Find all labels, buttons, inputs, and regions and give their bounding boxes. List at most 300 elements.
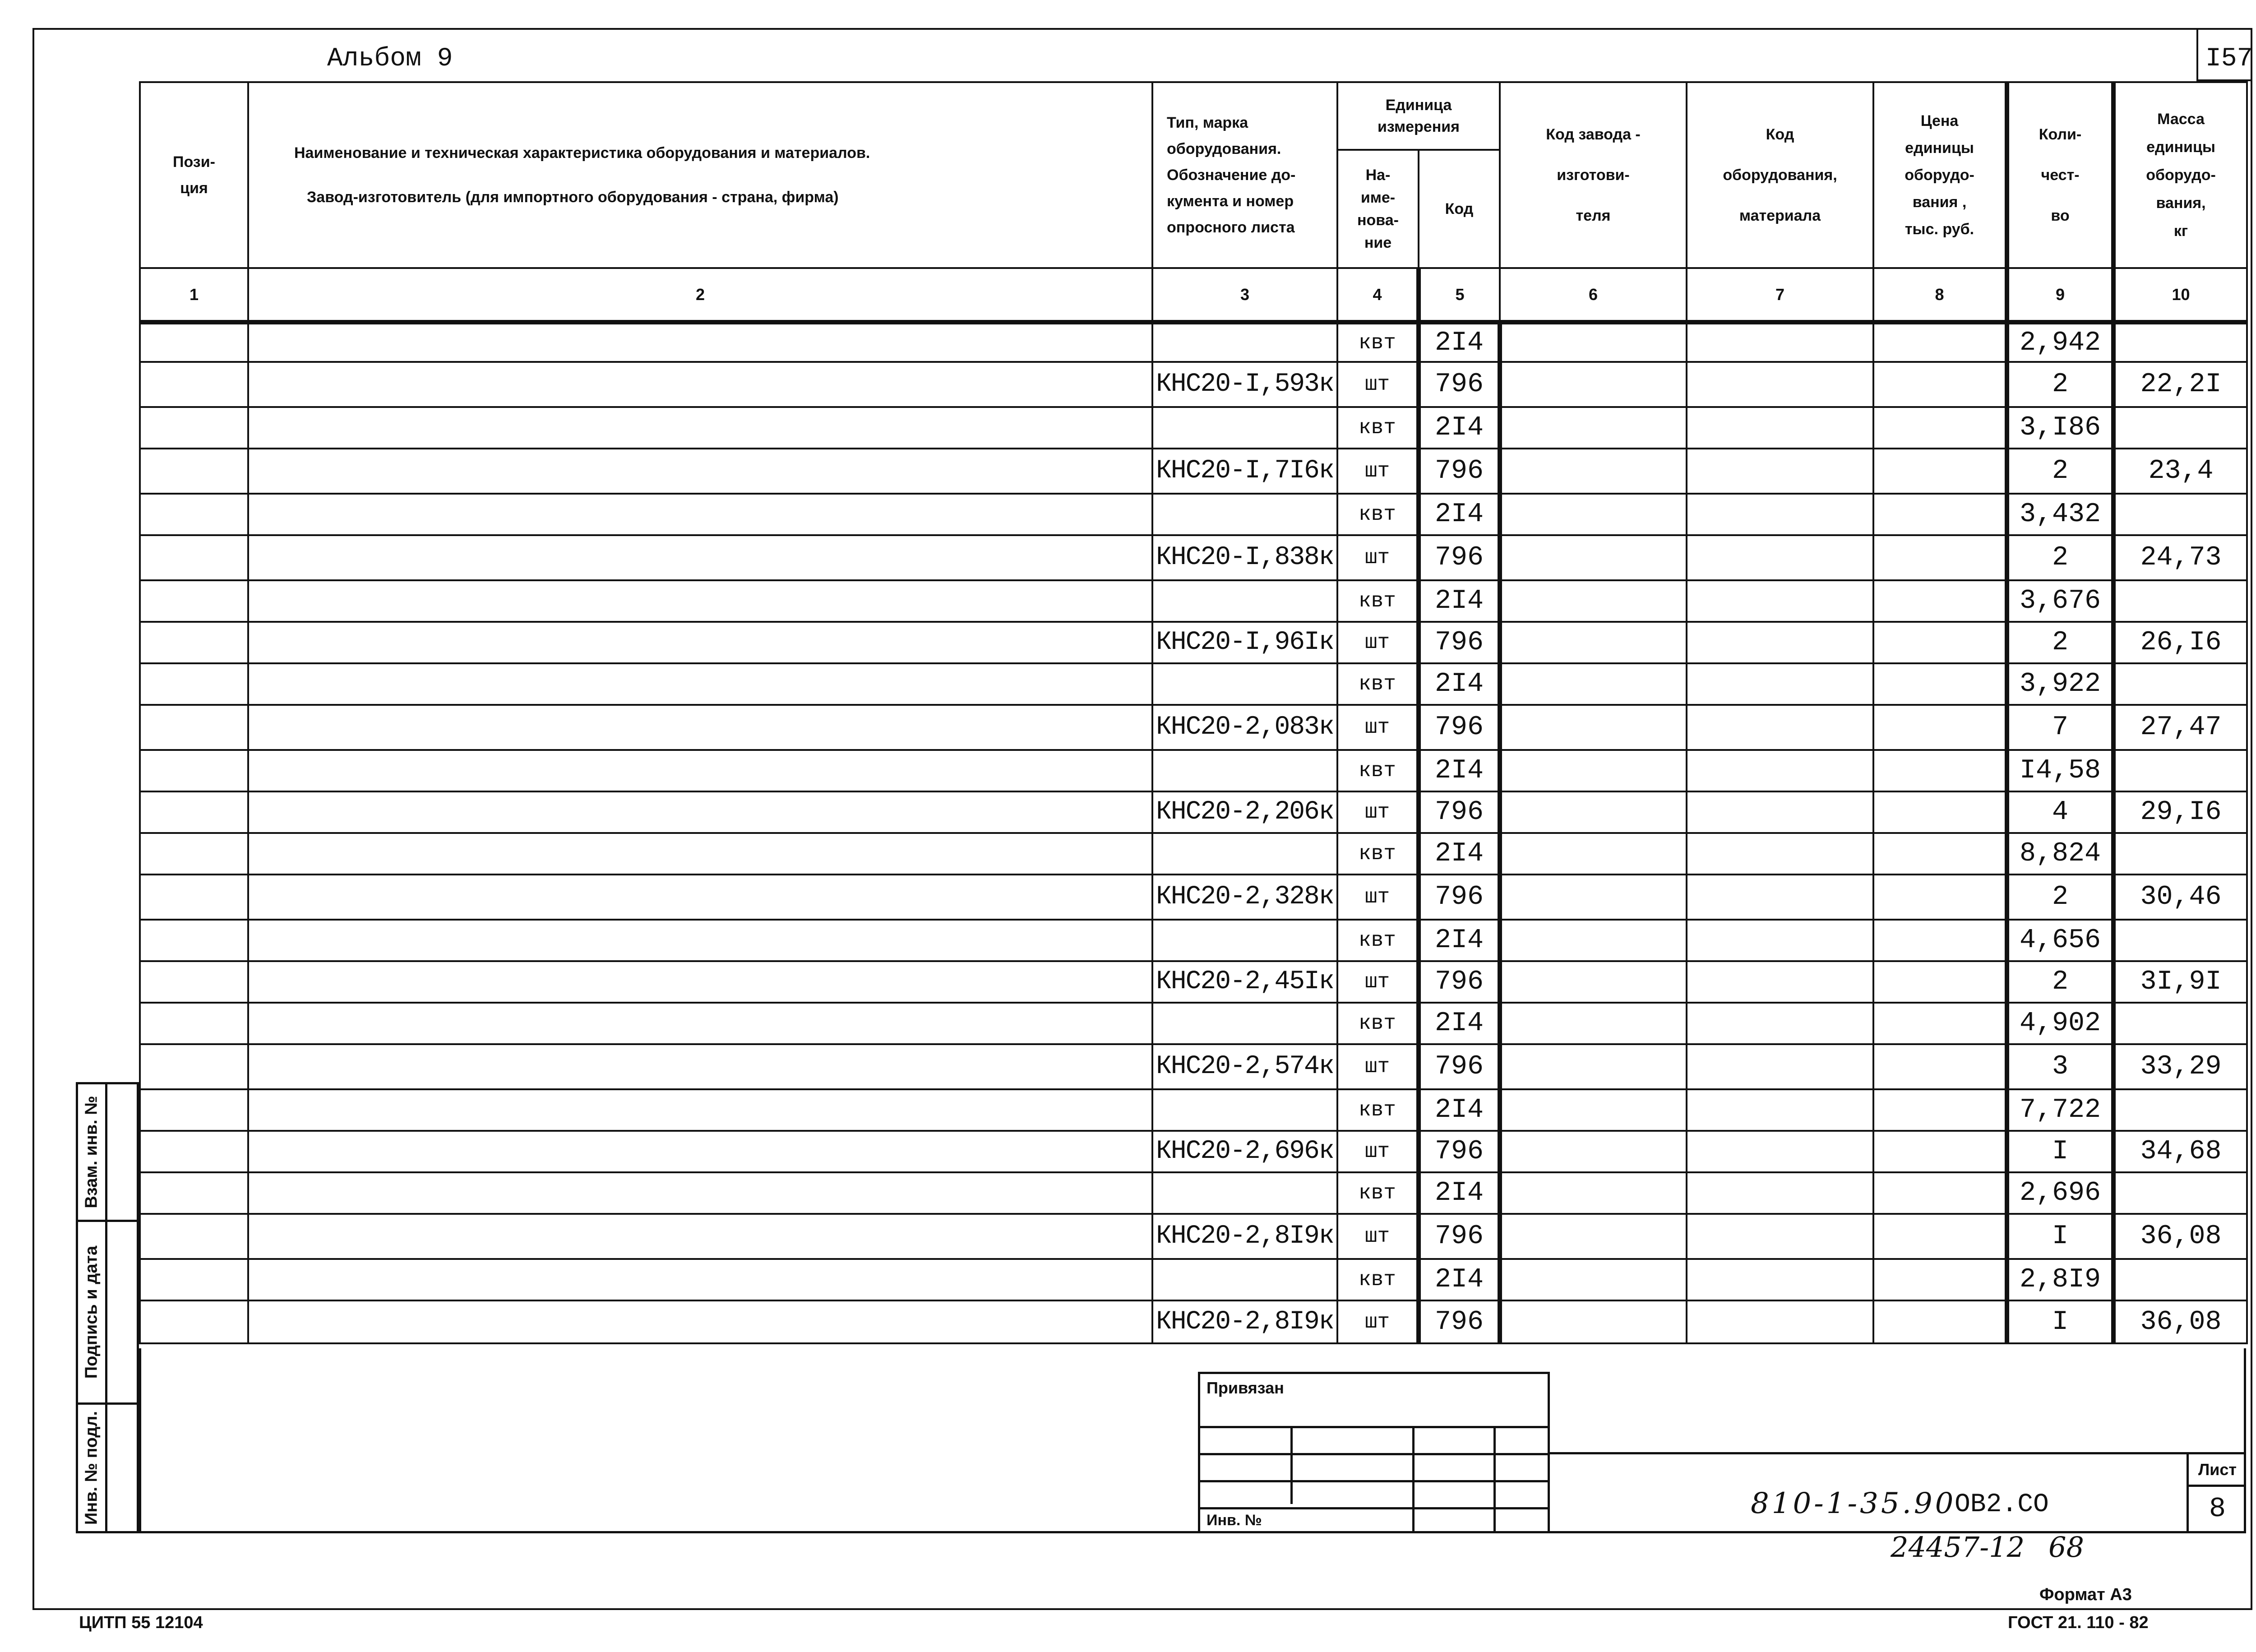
name-cell (248, 1003, 1152, 1044)
price-cell (1873, 407, 2007, 449)
mass-cell (2113, 833, 2247, 875)
col-num-9: 9 (2007, 268, 2113, 322)
mass-cell (2113, 322, 2247, 362)
position-cell (140, 535, 248, 580)
mass-cell (2113, 663, 2247, 705)
quantity-cell: 2,696 (2007, 1172, 2113, 1214)
factory-code-cell (1500, 1214, 1687, 1259)
quantity-cell: 8,824 (2007, 833, 2113, 875)
quantity-cell: I (2007, 1131, 2113, 1172)
col-num-10: 10 (2113, 268, 2247, 322)
table-row (140, 449, 2247, 494)
col-header-unit-price: Цена единицы оборудо- вания , тыс. руб. (1873, 82, 2007, 268)
price-cell (1873, 833, 2007, 875)
equipment-code-cell (1687, 1003, 1873, 1044)
mass-cell: 24,73 (2113, 535, 2247, 580)
mass-cell: 27,47 (2113, 705, 2247, 750)
price-cell (1873, 1089, 2007, 1131)
mass-cell (2113, 1089, 2247, 1131)
unit-code-cell: 796 (1419, 1300, 1500, 1343)
unit-code-cell: 2I4 (1419, 1089, 1500, 1131)
type-cell: КНС20-I,96Iк (1152, 622, 1337, 663)
unit-code-cell: 2I4 (1419, 1003, 1500, 1044)
col-num-4: 4 (1337, 268, 1419, 322)
equipment-code-cell (1687, 705, 1873, 750)
quantity-cell: I (2007, 1214, 2113, 1259)
name-cell (248, 449, 1152, 494)
name-cell (248, 1172, 1152, 1214)
sheet-number: 8 (2209, 1493, 2226, 1525)
type-cell: КНС20-2,45Iк (1152, 961, 1337, 1003)
table-row (140, 791, 2247, 833)
unit-name-cell: квт (1337, 1172, 1419, 1214)
position-cell (140, 1003, 248, 1044)
stamp-inv-replaced (76, 1082, 139, 1222)
factory-code-cell (1500, 920, 1687, 961)
mass-cell (2113, 1172, 2247, 1214)
price-cell (1873, 1172, 2007, 1214)
price-cell (1873, 961, 2007, 1003)
mass-cell (2113, 494, 2247, 535)
page-number: I57 (2205, 44, 2253, 74)
table-row (140, 961, 2247, 1003)
equipment-code-cell (1687, 1259, 1873, 1300)
archive-number: 24457-12 (1891, 1531, 2025, 1564)
unit-code-cell: 2I4 (1419, 1172, 1500, 1214)
mass-cell (2113, 920, 2247, 961)
price-cell (1873, 449, 2007, 494)
unit-code-cell: 2I4 (1419, 750, 1500, 791)
equipment-code-cell (1687, 362, 1873, 407)
mass-cell: 23,4 (2113, 449, 2247, 494)
unit-name-cell: шт (1337, 791, 1419, 833)
type-cell: КНС20-2,696к (1152, 1131, 1337, 1172)
equipment-code-cell (1687, 449, 1873, 494)
col-header-unit-name: На- име- нова- ние (1337, 150, 1419, 268)
position-cell (140, 362, 248, 407)
col-header-name-line1: Наименование и техническая характеристика оборудования и материалов. (294, 144, 870, 162)
price-cell (1873, 663, 2007, 705)
factory-code-cell (1500, 1044, 1687, 1089)
table-row (140, 535, 2247, 580)
type-cell (1152, 1259, 1337, 1300)
unit-code-cell: 796 (1419, 791, 1500, 833)
table-row (140, 920, 2247, 961)
unit-code-cell: 796 (1419, 875, 1500, 920)
quantity-cell: 4,902 (2007, 1003, 2113, 1044)
factory-code-cell (1500, 791, 1687, 833)
position-cell (140, 750, 248, 791)
equipment-code-cell (1687, 580, 1873, 622)
quantity-cell: 3 (2007, 1044, 2113, 1089)
col-num-2: 2 (248, 268, 1152, 322)
position-cell (140, 705, 248, 750)
type-cell (1152, 1003, 1337, 1044)
factory-code-cell (1500, 580, 1687, 622)
unit-name-cell: квт (1337, 1259, 1419, 1300)
type-cell (1152, 833, 1337, 875)
table-row (140, 1214, 2247, 1259)
equipment-code-cell (1687, 791, 1873, 833)
table-row (140, 1044, 2247, 1089)
unit-name-cell: шт (1337, 449, 1419, 494)
name-cell (248, 1259, 1152, 1300)
designation-code: ОВ2.СО (1955, 1490, 2049, 1519)
price-cell (1873, 705, 2007, 750)
position-cell (140, 875, 248, 920)
equipment-code-cell (1687, 663, 1873, 705)
factory-code-cell (1500, 833, 1687, 875)
stamp-signature-date (76, 1220, 139, 1405)
type-cell (1152, 750, 1337, 791)
quantity-cell: 2 (2007, 362, 2113, 407)
type-cell (1152, 1089, 1337, 1131)
col-header-quantity: Коли- чест- во (2007, 82, 2113, 268)
equipment-code-cell (1687, 833, 1873, 875)
position-cell (140, 580, 248, 622)
quantity-cell: 2 (2007, 622, 2113, 663)
unit-name-cell: шт (1337, 875, 1419, 920)
equipment-code-cell (1687, 1172, 1873, 1214)
col-num-7: 7 (1687, 268, 1873, 322)
unit-code-cell: 2I4 (1419, 580, 1500, 622)
name-cell (248, 920, 1152, 961)
footer-gost: ГОСТ 21. 110 - 82 (2008, 1613, 2149, 1632)
col-num-3: 3 (1152, 268, 1337, 322)
stamp-signature-date-label: Подпись и дата (82, 1245, 101, 1379)
equipment-code-cell (1687, 920, 1873, 961)
price-cell (1873, 1214, 2007, 1259)
factory-code-cell (1500, 535, 1687, 580)
factory-code-cell (1500, 622, 1687, 663)
quantity-cell: I4,58 (2007, 750, 2113, 791)
specification-table (139, 81, 2248, 1344)
quantity-cell: 2,942 (2007, 322, 2113, 362)
inv-no-label: Инв. № (1207, 1512, 1262, 1529)
factory-code-cell (1500, 961, 1687, 1003)
footer-left: ЦИТП 55 12104 (79, 1613, 203, 1632)
sheet-label: Лист (2198, 1460, 2237, 1479)
unit-name-cell: шт (1337, 1131, 1419, 1172)
type-cell: КНС20-2,328к (1152, 875, 1337, 920)
unit-code-cell: 2I4 (1419, 663, 1500, 705)
price-cell (1873, 535, 2007, 580)
position-cell (140, 961, 248, 1003)
equipment-code-cell (1687, 1089, 1873, 1131)
type-cell: КНС20-I,7I6к (1152, 449, 1337, 494)
factory-code-cell (1500, 1089, 1687, 1131)
unit-code-cell: 796 (1419, 961, 1500, 1003)
name-cell (248, 1089, 1152, 1131)
col-header-name (248, 82, 1152, 268)
unit-name-cell: шт (1337, 1214, 1419, 1259)
type-cell (1152, 322, 1337, 362)
factory-code-cell (1500, 1172, 1687, 1214)
factory-code-cell (1500, 663, 1687, 705)
factory-code-cell (1500, 875, 1687, 920)
name-cell (248, 961, 1152, 1003)
name-cell (248, 494, 1152, 535)
name-cell (248, 1044, 1152, 1089)
quantity-cell: 2 (2007, 961, 2113, 1003)
position-cell (140, 663, 248, 705)
position-cell (140, 1172, 248, 1214)
price-cell (1873, 362, 2007, 407)
unit-name-cell: квт (1337, 407, 1419, 449)
unit-code-cell: 796 (1419, 362, 1500, 407)
unit-name-cell: квт (1337, 322, 1419, 362)
name-cell (248, 362, 1152, 407)
mass-cell (2113, 1003, 2247, 1044)
factory-code-cell (1500, 322, 1687, 362)
name-cell (248, 322, 1152, 362)
unit-code-cell: 796 (1419, 1044, 1500, 1089)
unit-code-cell: 2I4 (1419, 322, 1500, 362)
col-header-position: Пози- ция (140, 82, 248, 268)
footer-format: Формат А3 (2039, 1585, 2132, 1604)
name-cell (248, 663, 1152, 705)
price-cell (1873, 580, 2007, 622)
mass-cell: 22,2I (2113, 362, 2247, 407)
type-cell: КНС20-I,838к (1152, 535, 1337, 580)
position-cell (140, 1131, 248, 1172)
unit-name-cell: квт (1337, 1089, 1419, 1131)
quantity-cell: 3,676 (2007, 580, 2113, 622)
archive-page: 68 (2048, 1531, 2084, 1564)
mass-cell: 30,46 (2113, 875, 2247, 920)
price-cell (1873, 1003, 2007, 1044)
factory-code-cell (1500, 1259, 1687, 1300)
mass-cell (2113, 407, 2247, 449)
name-cell (248, 705, 1152, 750)
quantity-cell: 3,432 (2007, 494, 2113, 535)
quantity-cell: 7,722 (2007, 1089, 2113, 1131)
position-cell (140, 920, 248, 961)
sheet-cell (2187, 1452, 2246, 1533)
unit-code-cell: 2I4 (1419, 1259, 1500, 1300)
quantity-cell: I (2007, 1300, 2113, 1343)
col-num-1: 1 (140, 268, 248, 322)
type-cell: КНС20-2,8I9к (1152, 1214, 1337, 1259)
designation-handwritten: 810-1-35.90 (1751, 1487, 1956, 1520)
price-cell (1873, 750, 2007, 791)
table-row (140, 705, 2247, 750)
table-row (140, 750, 2247, 791)
type-cell (1152, 920, 1337, 961)
equipment-code-cell (1687, 494, 1873, 535)
mass-cell: 36,08 (2113, 1300, 2247, 1343)
equipment-code-cell (1687, 1300, 1873, 1343)
factory-code-cell (1500, 494, 1687, 535)
type-cell (1152, 580, 1337, 622)
table-row (140, 580, 2247, 622)
unit-code-cell: 796 (1419, 1131, 1500, 1172)
quantity-cell: 4,656 (2007, 920, 2113, 961)
col-header-unit-code: Код (1419, 150, 1500, 268)
unit-code-cell: 2I4 (1419, 407, 1500, 449)
attached-label: Привязан (1207, 1379, 1284, 1397)
table-row (140, 1131, 2247, 1172)
type-cell (1152, 1172, 1337, 1214)
attached-stamp (1198, 1372, 1550, 1533)
equipment-code-cell (1687, 1044, 1873, 1089)
price-cell (1873, 1300, 2007, 1343)
mass-cell: 33,29 (2113, 1044, 2247, 1089)
table-row (140, 407, 2247, 449)
equipment-code-cell (1687, 535, 1873, 580)
price-cell (1873, 1131, 2007, 1172)
position-cell (140, 1044, 248, 1089)
position-cell (140, 1089, 248, 1131)
position-cell (140, 1259, 248, 1300)
position-cell (140, 449, 248, 494)
name-cell (248, 1131, 1152, 1172)
position-cell (140, 1214, 248, 1259)
quantity-cell: 3,I86 (2007, 407, 2113, 449)
unit-code-cell: 2I4 (1419, 494, 1500, 535)
position-cell (140, 833, 248, 875)
price-cell (1873, 920, 2007, 961)
equipment-code-cell (1687, 1214, 1873, 1259)
equipment-code-cell (1687, 322, 1873, 362)
table-row (140, 494, 2247, 535)
table-row (140, 322, 2247, 362)
type-cell (1152, 407, 1337, 449)
type-cell: КНС20-2,083к (1152, 705, 1337, 750)
unit-name-cell: шт (1337, 622, 1419, 663)
unit-name-cell: шт (1337, 1044, 1419, 1089)
col-header-equipment-code: Код оборудования, материала (1687, 82, 1873, 268)
type-cell (1152, 663, 1337, 705)
album-title: Альбом 9 (327, 44, 453, 74)
col-header-factory-code: Код завода - изготови- теля (1500, 82, 1687, 268)
factory-code-cell (1500, 362, 1687, 407)
price-cell (1873, 791, 2007, 833)
mass-cell (2113, 750, 2247, 791)
factory-code-cell (1500, 1300, 1687, 1343)
factory-code-cell (1500, 407, 1687, 449)
unit-name-cell: шт (1337, 961, 1419, 1003)
position-cell (140, 1300, 248, 1343)
name-cell (248, 407, 1152, 449)
quantity-cell: 4 (2007, 791, 2113, 833)
table-row (140, 663, 2247, 705)
stamp-inv-replaced-label: Взам. инв. № (82, 1096, 101, 1208)
quantity-cell: 7 (2007, 705, 2113, 750)
position-cell (140, 407, 248, 449)
equipment-code-cell (1687, 1131, 1873, 1172)
stamp-inv-original (76, 1402, 139, 1533)
factory-code-cell (1500, 1003, 1687, 1044)
quantity-cell: 2 (2007, 875, 2113, 920)
quantity-cell: 3,922 (2007, 663, 2113, 705)
position-cell (140, 494, 248, 535)
unit-name-cell: квт (1337, 1003, 1419, 1044)
price-cell (1873, 1044, 2007, 1089)
col-num-5: 5 (1419, 268, 1500, 322)
col-header-type: Тип, марка оборудования. Обозначение до- кумента и номер опросного листа (1152, 82, 1337, 268)
type-cell: КНС20-2,8I9к (1152, 1300, 1337, 1343)
table-row (140, 1259, 2247, 1300)
name-cell (248, 580, 1152, 622)
unit-code-cell: 2I4 (1419, 920, 1500, 961)
name-cell (248, 622, 1152, 663)
table-row (140, 362, 2247, 407)
factory-code-cell (1500, 449, 1687, 494)
col-header-name-line2: Завод-изготовитель (для импортного оборудования - страна, фирма) (307, 189, 839, 206)
unit-name-cell: квт (1337, 663, 1419, 705)
type-cell: КНС20-2,206к (1152, 791, 1337, 833)
unit-name-cell: шт (1337, 705, 1419, 750)
name-cell (248, 875, 1152, 920)
table-row (140, 1300, 2247, 1343)
unit-code-cell: 796 (1419, 622, 1500, 663)
unit-name-cell: квт (1337, 750, 1419, 791)
factory-code-cell (1500, 705, 1687, 750)
unit-code-cell: 796 (1419, 705, 1500, 750)
name-cell (248, 750, 1152, 791)
equipment-code-cell (1687, 407, 1873, 449)
table-row (140, 622, 2247, 663)
unit-name-cell: шт (1337, 535, 1419, 580)
unit-name-cell: шт (1337, 362, 1419, 407)
mass-cell (2113, 580, 2247, 622)
unit-code-cell: 2I4 (1419, 833, 1500, 875)
name-cell (248, 791, 1152, 833)
table-row (140, 1172, 2247, 1214)
table-row (140, 1003, 2247, 1044)
mass-cell (2113, 1259, 2247, 1300)
price-cell (1873, 494, 2007, 535)
mass-cell: 36,08 (2113, 1214, 2247, 1259)
quantity-cell: 2 (2007, 535, 2113, 580)
position-cell (140, 791, 248, 833)
unit-code-cell: 796 (1419, 535, 1500, 580)
unit-name-cell: квт (1337, 920, 1419, 961)
quantity-cell: 2,8I9 (2007, 1259, 2113, 1300)
mass-cell: 34,68 (2113, 1131, 2247, 1172)
name-cell (248, 1214, 1152, 1259)
col-num-6: 6 (1500, 268, 1687, 322)
factory-code-cell (1500, 750, 1687, 791)
price-cell (1873, 322, 2007, 362)
unit-name-cell: квт (1337, 580, 1419, 622)
col-num-8: 8 (1873, 268, 2007, 322)
col-header-unit-group: Единица измерения (1337, 82, 1500, 150)
type-cell: КНС20-2,574к (1152, 1044, 1337, 1089)
unit-name-cell: шт (1337, 1300, 1419, 1343)
unit-name-cell: квт (1337, 833, 1419, 875)
equipment-code-cell (1687, 622, 1873, 663)
unit-code-cell: 796 (1419, 449, 1500, 494)
price-cell (1873, 1259, 2007, 1300)
table-row (140, 875, 2247, 920)
factory-code-cell (1500, 1131, 1687, 1172)
col-header-unit-mass: Масса единицы оборудо- вания, кг (2113, 82, 2247, 268)
quantity-cell: 2 (2007, 449, 2113, 494)
name-cell (248, 535, 1152, 580)
equipment-code-cell (1687, 750, 1873, 791)
mass-cell: 26,I6 (2113, 622, 2247, 663)
type-cell: КНС20-I,593к (1152, 362, 1337, 407)
unit-code-cell: 796 (1419, 1214, 1500, 1259)
price-cell (1873, 622, 2007, 663)
mass-cell: 3I,9I (2113, 961, 2247, 1003)
position-cell (140, 322, 248, 362)
equipment-code-cell (1687, 875, 1873, 920)
table-row (140, 1089, 2247, 1131)
unit-name-cell: квт (1337, 494, 1419, 535)
